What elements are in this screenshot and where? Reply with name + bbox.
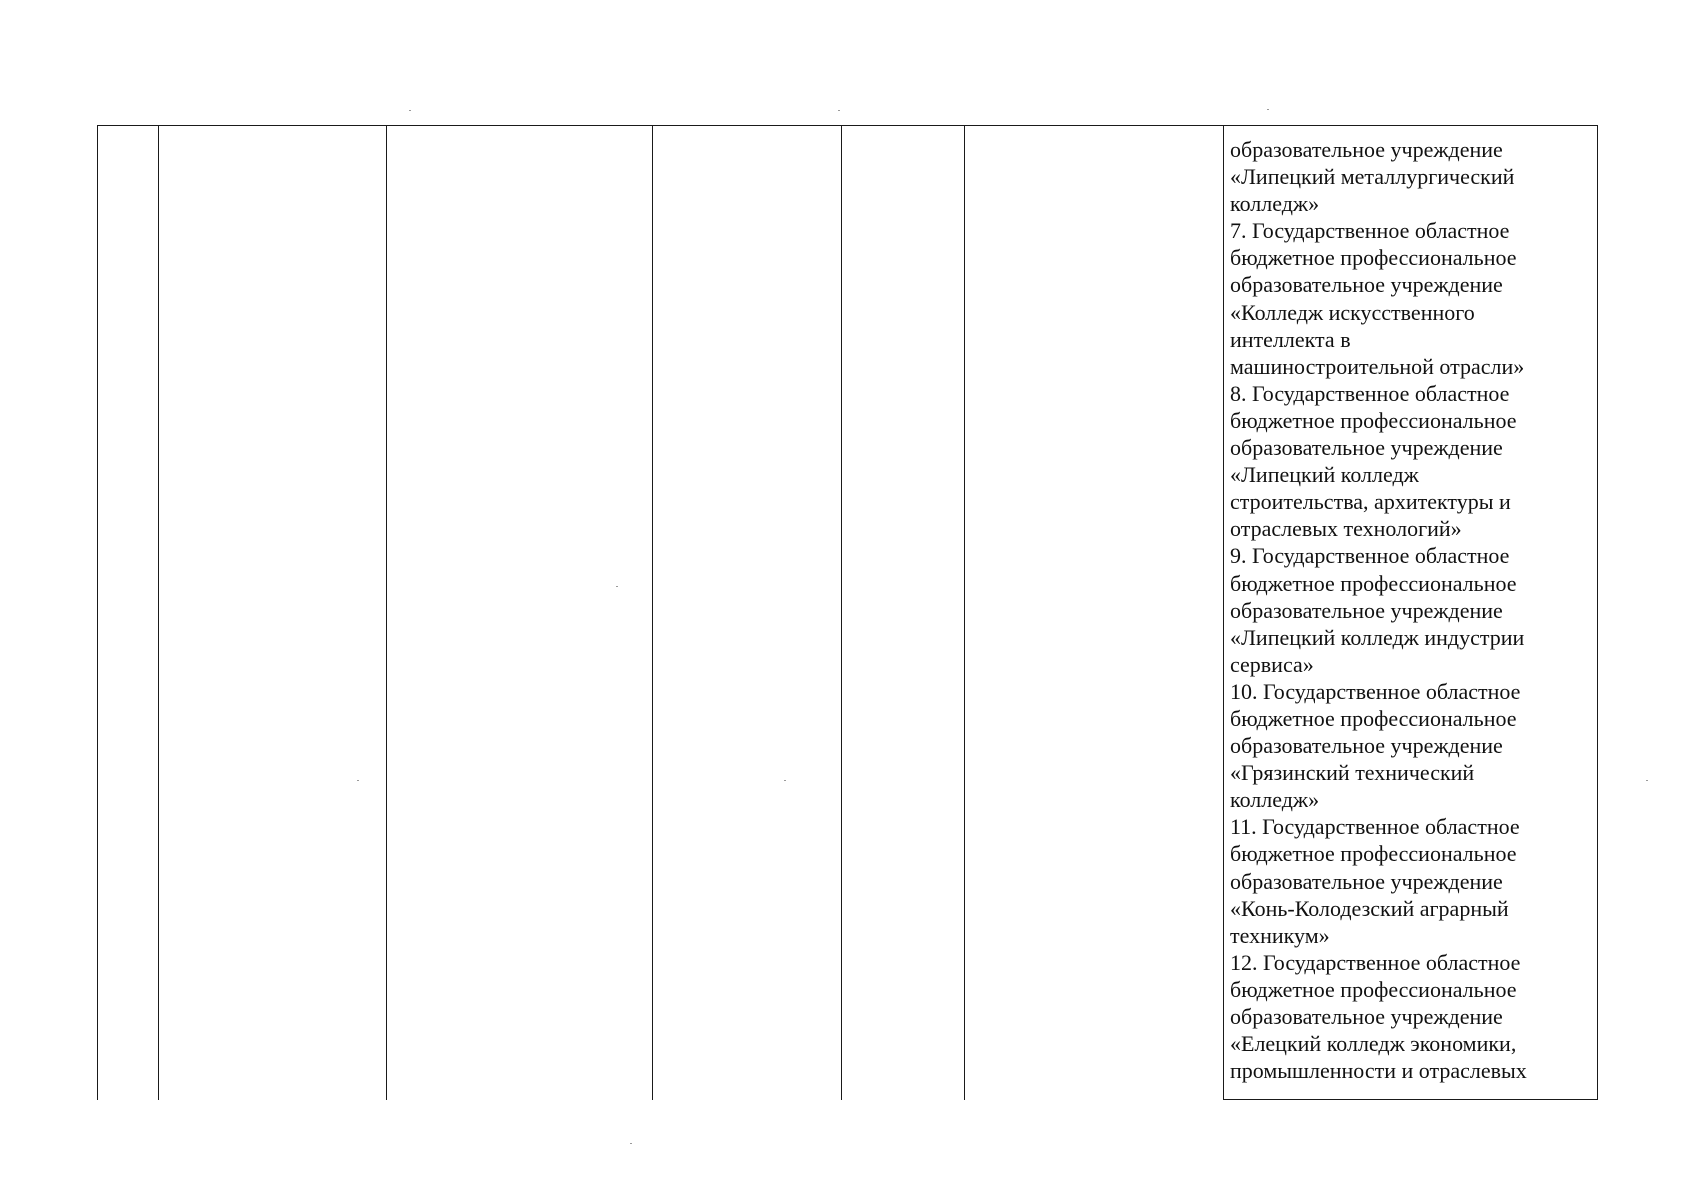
table-column-border	[97, 126, 98, 1100]
text-line: «Грязинский технический	[1230, 760, 1475, 786]
scan-speck	[838, 110, 840, 111]
text-line: колледж»	[1230, 191, 1320, 217]
text-line: колледж»	[1230, 787, 1320, 813]
text-line: образовательное учреждение	[1230, 137, 1503, 162]
text-line: «Конь-Колодезский аграрный	[1230, 895, 1509, 921]
text-line: бюджетное профессиональное	[1230, 245, 1517, 271]
table-column-border	[652, 126, 653, 1100]
table-column-border	[158, 126, 159, 1100]
text-line: «Липецкий колледж	[1230, 462, 1419, 488]
text-line: «Елецкий колледж экономики,	[1230, 1031, 1517, 1057]
text-line: «Липецкий металлургический	[1230, 164, 1515, 190]
text-line: промышленности и отраслевых	[1230, 1058, 1527, 1084]
scan-speck	[409, 110, 411, 111]
text-line: сервиса»	[1230, 651, 1314, 677]
text-line: строительства, архитектуры и	[1230, 489, 1511, 515]
text-line: 11. Государственное областное	[1230, 814, 1520, 840]
text-line: 12. Государственное областное	[1230, 949, 1521, 975]
text-line: образовательное учреждение	[1230, 272, 1503, 298]
text-line: образовательное учреждение	[1230, 733, 1503, 759]
text-line: «Колледж искусственного	[1230, 299, 1475, 325]
text-line: бюджетное профессиональное	[1230, 976, 1517, 1002]
text-line: образовательное учреждение	[1230, 868, 1503, 894]
text-line: техникум»	[1230, 922, 1330, 948]
text-line: бюджетное профессиональное	[1230, 705, 1517, 731]
text-line: образовательное учреждение	[1230, 597, 1503, 623]
text-line: 10. Государственное областное	[1230, 678, 1521, 704]
scan-speck	[1267, 109, 1269, 110]
text-line: бюджетное профессиональное	[1230, 570, 1517, 596]
text-line: 7. Государственное областное	[1230, 218, 1510, 244]
document-table	[97, 125, 1598, 1100]
table-column-border	[964, 126, 965, 1100]
text-line: интеллекта в	[1230, 326, 1351, 352]
text-line: бюджетное профессиональное	[1230, 407, 1517, 433]
text-line: образовательное учреждение	[1230, 1004, 1503, 1029]
scan-speck	[1646, 780, 1648, 781]
table-column-border	[386, 126, 387, 1100]
table-cell-institutions	[1223, 126, 1598, 1100]
institution-list-text	[1230, 136, 1590, 1084]
text-line: образовательное учреждение	[1230, 435, 1503, 461]
table-column-border	[841, 126, 842, 1100]
text-line: машиностроительной отрасли»	[1230, 353, 1525, 379]
scan-speck	[630, 1143, 632, 1144]
text-line: 9. Государственное областное	[1230, 543, 1510, 569]
text-line: бюджетное профессиональное	[1230, 841, 1517, 867]
text-line: 8. Государственное областное	[1230, 380, 1510, 406]
text-line: отраслевых технологий»	[1230, 516, 1462, 542]
text-line: «Липецкий колледж индустрии	[1230, 624, 1525, 650]
